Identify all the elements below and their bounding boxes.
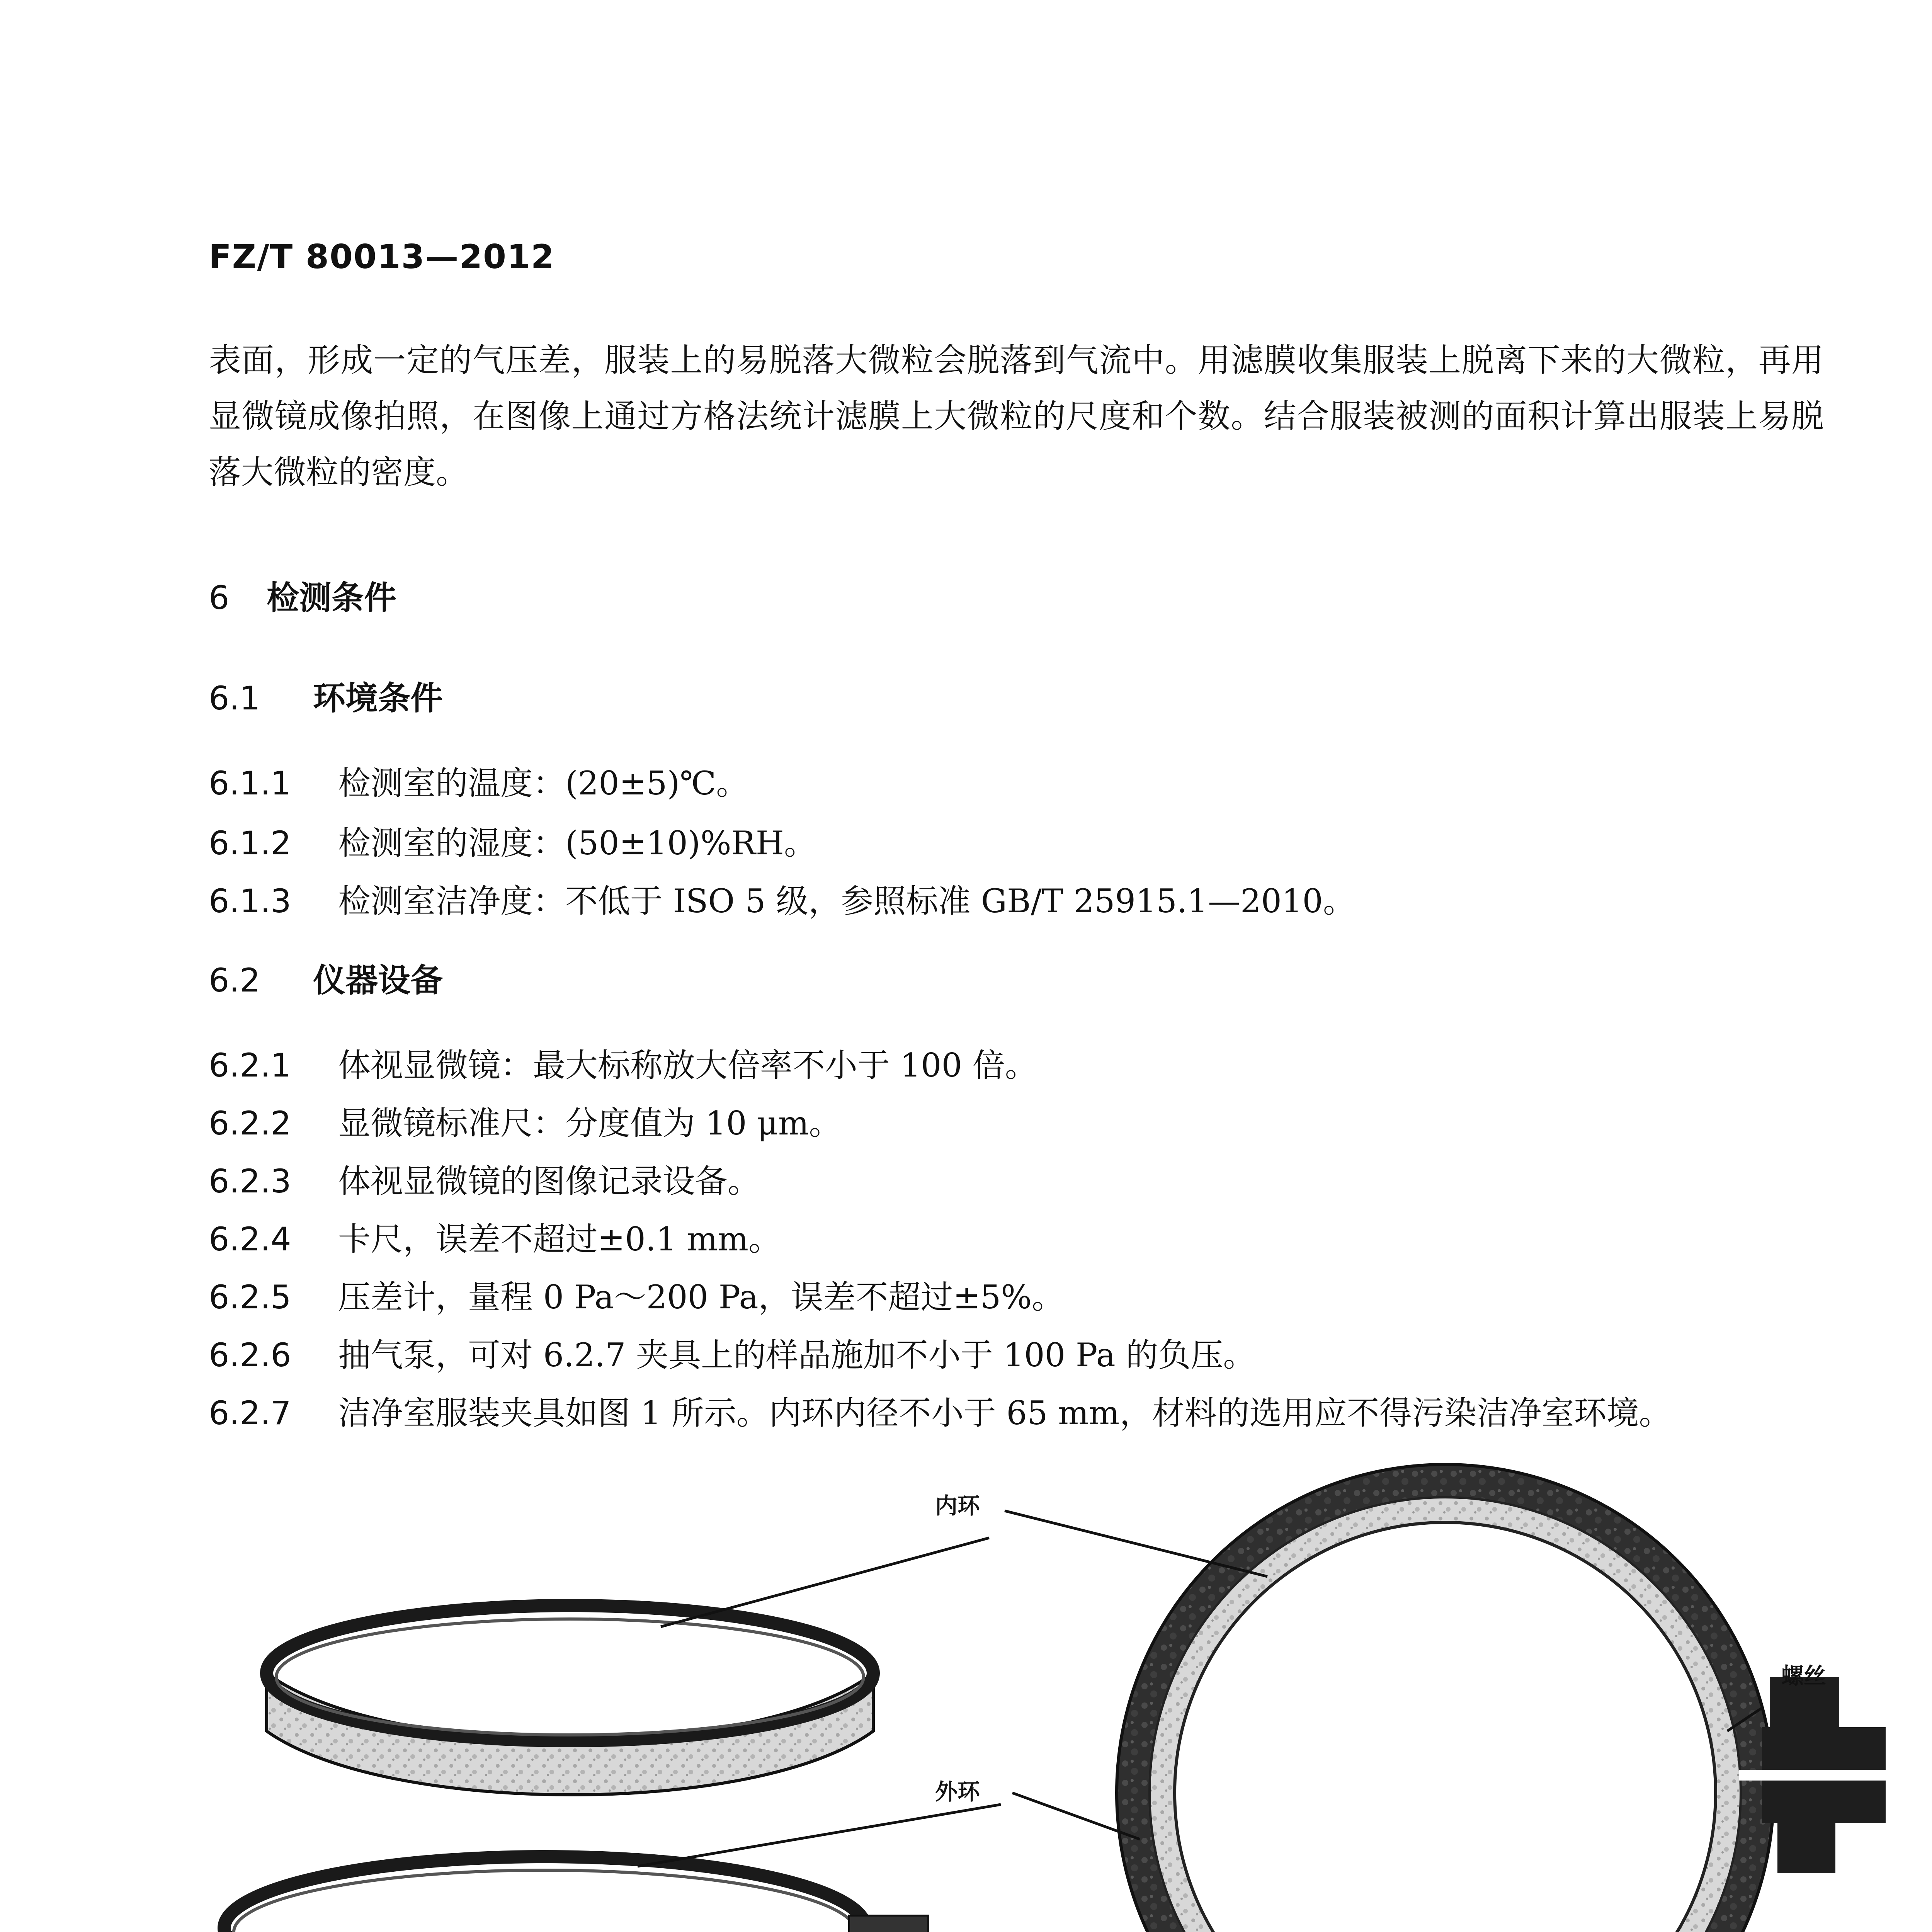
label-screw-top: 螺丝 bbox=[1781, 1663, 1827, 1689]
clause-text: 抽气泵，可对 6.2.7 夹具上的样品施加不小于 100 Pa 的负压。 bbox=[338, 1336, 1256, 1374]
clause-number: 6.2.2 bbox=[209, 1104, 291, 1142]
clause-text: 压差计，量程 0 Pa～200 Pa，误差不超过±5%。 bbox=[338, 1278, 1065, 1316]
label-inner-ring: 内环 bbox=[935, 1493, 980, 1519]
clause-6-2-2 bbox=[209, 1097, 842, 1144]
clause-6-1-2 bbox=[209, 817, 816, 864]
outer-ring-3d bbox=[224, 1857, 927, 1932]
clause-6-2-6 bbox=[209, 1329, 1255, 1376]
top-view-ring bbox=[1117, 1464, 1886, 1932]
clause-text: 洁净室服装夹具如图 1 所示。内环内径不小于 65 mm，材料的选用应不得污染洁净室环境。 bbox=[338, 1394, 1672, 1432]
clause-6-2-7 bbox=[209, 1387, 1671, 1434]
label-screw-3d bbox=[943, 1928, 988, 1932]
clause-number: 6.1.1 bbox=[209, 764, 291, 802]
clause-number: 6.1.2 bbox=[209, 824, 291, 862]
clause-number: 6.2.5 bbox=[209, 1278, 291, 1316]
section-title: 环境条件 bbox=[313, 679, 443, 717]
clause-6-2-1 bbox=[209, 1039, 1037, 1086]
intro-paragraph bbox=[209, 332, 1824, 500]
clause-number: 6.2.1 bbox=[209, 1046, 291, 1084]
clause-6-2-3 bbox=[209, 1155, 760, 1202]
clause-number: 6.2.4 bbox=[209, 1220, 291, 1258]
clause-6-2-4 bbox=[209, 1213, 781, 1260]
clause-text: 体视显微镜的图像记录设备。 bbox=[338, 1162, 760, 1200]
clause-number: 6.2.3 bbox=[209, 1162, 291, 1200]
section-number: 6 bbox=[209, 579, 230, 617]
inner-ring-3d bbox=[267, 1605, 873, 1795]
clause-text: 卡尺，误差不超过±0.1 mm。 bbox=[338, 1220, 781, 1258]
clause-6-1-3 bbox=[209, 875, 1355, 922]
section-title: 检测条件 bbox=[267, 579, 397, 617]
clause-text: 体视显微镜：最大标称放大倍率不小于 100 倍。 bbox=[338, 1046, 1037, 1084]
clause-6-1-1 bbox=[209, 757, 748, 804]
section-6-2-heading bbox=[209, 954, 443, 1001]
section-number: 6.2 bbox=[209, 961, 260, 999]
clause-text: 检测室的温度：(20±5)℃。 bbox=[338, 764, 749, 802]
clause-number: 6.2.7 bbox=[209, 1394, 291, 1432]
clause-number: 6.1.3 bbox=[209, 882, 291, 920]
clause-6-2-5 bbox=[209, 1271, 1064, 1318]
standard-code: FZ/T 80013—2012 bbox=[209, 238, 555, 276]
section-6-heading bbox=[209, 572, 396, 619]
section-number: 6.1 bbox=[209, 679, 260, 717]
label-outer-ring: 外环 bbox=[935, 1779, 980, 1805]
section-6-1-heading bbox=[209, 672, 443, 719]
clause-number: 6.2.6 bbox=[209, 1336, 291, 1374]
intro-text: 表面，形成一定的气压差，服装上的易脱落大微粒会脱落到气流中。用滤膜收集服装上脱离下来的大微粒，再用显微镜成像拍照，在图像上通过方格法统计滤膜上大微粒的尺度和个数。结合服装被测的面积计算出服装上易脱落大微粒的密度。 bbox=[209, 341, 1824, 491]
clause-text: 检测室的湿度：(50±10)%RH。 bbox=[338, 824, 817, 862]
clause-text: 显微镜标准尺：分度值为 10 μm。 bbox=[338, 1104, 842, 1142]
clause-text: 检测室洁净度：不低于 ISO 5 级，参照标准 GB/T 25915.1—2010。 bbox=[338, 882, 1355, 920]
section-title: 仪器设备 bbox=[313, 961, 443, 999]
